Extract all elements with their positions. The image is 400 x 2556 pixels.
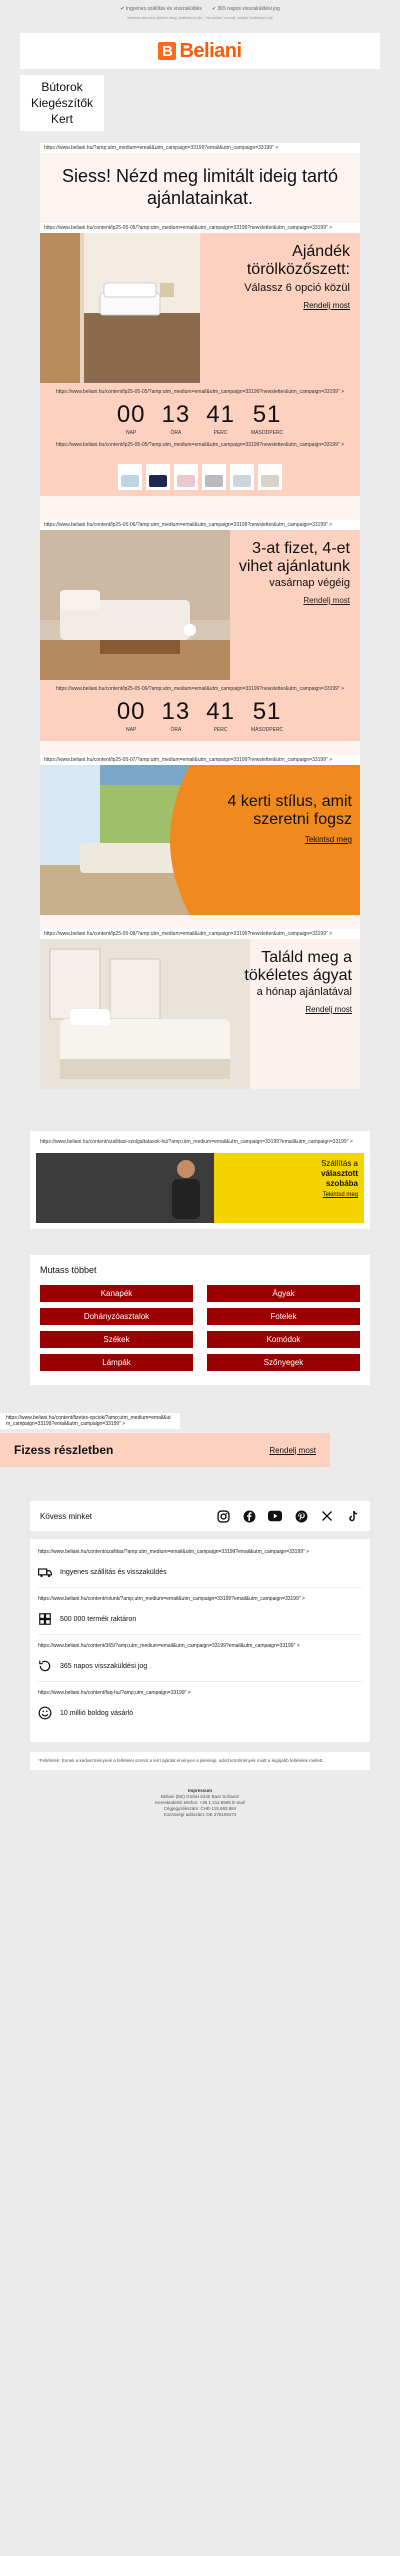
nav-item-butorok[interactable]: Bútorok (41, 80, 83, 94)
category-button-szekek[interactable]: Székek (40, 1331, 193, 1348)
pay-url[interactable]: https://www.beliani.hu/content/fizetes-opciok/?amp;utm_medium=email&utm_campaign=33199?email&utm_campaign=33199" > (0, 1413, 180, 1429)
promo1-sub: Válassz 6 opció közül (244, 282, 350, 294)
benefit-text: 365 napos visszaküldési jog (60, 1662, 148, 1670)
towel-swatch (205, 475, 223, 487)
benefit-item[interactable] (30, 1545, 370, 1592)
instagram-icon[interactable] (216, 1509, 230, 1523)
towel-thumb[interactable] (118, 464, 142, 490)
promo-towels[interactable] (40, 233, 360, 383)
benefit-url[interactable]: https://www.beliani.hu/content/365/?amp;utm_medium=email&utm_campaign=33199?email&utm_campaign=33199" > (38, 1643, 300, 1649)
installments-block (0, 1413, 400, 1467)
top-benefit-2: ✔ 365 napos visszaküldési jog (212, 6, 280, 12)
benefit-url[interactable]: https://www.beliani.hu/content/rolunk/?amp;utm_medium=email&utm_campaign=33199?email&utm_campaign=33199" > (38, 1596, 305, 1602)
towel-swatch (121, 475, 139, 487)
promo4-sub: a hónap ajánlatával (256, 986, 352, 998)
benefit-text: Ingyenes szállítás és visszaküldés (60, 1568, 167, 1576)
benefit-url[interactable]: https://www.beliani.hu/content/szallitas/?amp;utm_medium=email&utm_campaign=33199?email&utm_campaign=33199" > (38, 1549, 310, 1555)
installments-link[interactable]: Rendelj most (269, 1445, 316, 1455)
promo-garden-styles[interactable] (40, 765, 360, 915)
promo3-heading: 4 kerti stílus, amit szeretni fogsz (227, 793, 352, 828)
fine-print: *Feltételek: Ennek a kedvezménynek a feltételei szerint a leírt ajánlat érvényes a jelenlegi, adott körülmények miatt a legújabb feltételek mellett. (30, 1752, 370, 1770)
promo2-heading: 3-at fizet, 4-et vihet ajánlatunk (238, 540, 350, 575)
shipping-banner[interactable] (36, 1153, 364, 1223)
towel-swatch (177, 475, 195, 487)
benefits-list (30, 1539, 370, 1742)
logo-mark: B (158, 42, 176, 60)
shipping-line2: választott (321, 1169, 358, 1178)
countdown-seconds: 51 MÁSODPERC (250, 698, 284, 733)
main-card (40, 143, 360, 1089)
promo2-link[interactable]: Rendelj most (303, 596, 350, 605)
footer-line: Közösségi adószám: DE 276106472 (163, 1812, 237, 1817)
more-categories (30, 1255, 370, 1385)
category-button-kanapek[interactable]: Kanapék (40, 1285, 193, 1302)
category-button-agyak[interactable]: Ágyak (207, 1285, 360, 1302)
countdown-days: 00 NAP (116, 401, 146, 436)
shipping-line1: Szállítás a (321, 1159, 358, 1168)
benefit-item[interactable] (30, 1639, 370, 1686)
countdown-hours: 13 ÓRA (161, 401, 191, 436)
promo4-url[interactable]: https://www.beliani.hu/content/lp25-05-08/?amp;utm_medium=email&utm_campaign=33199?newsletter&utm_campaign=33199" > (40, 929, 360, 939)
towel-photo (40, 233, 200, 383)
footer-line: Beliani (DE) GmbH 6340 Baar Schweiz (160, 1794, 240, 1799)
installments-banner[interactable] (0, 1433, 330, 1467)
countdown-seconds: 51 MÁSODPERC (250, 401, 284, 436)
countdown-hours: 13 ÓRA (161, 698, 191, 733)
towel-thumb[interactable] (258, 464, 282, 490)
countdown-minutes: 41 PERC (206, 401, 235, 436)
towel-thumb[interactable] (202, 464, 226, 490)
promo1-url[interactable]: https://www.beliani.hu/content/lp25-05-05/?amp;utm_medium=email&utm_campaign=33199?newsletter&utm_campaign=33199" > (40, 223, 360, 233)
logo-text: Beliani (179, 39, 242, 62)
countdown2-url[interactable]: https://www.beliani.hu/content/lp25-05-06/?amp;utm_medium=email&utm_campaign=33199?newsletter&utm_campaign=33199" > (55, 686, 345, 692)
pinterest-icon[interactable] (294, 1509, 308, 1523)
smile-icon (38, 1706, 52, 1720)
top-bar (0, 0, 400, 25)
towel-thumb[interactable] (230, 464, 254, 490)
facebook-icon[interactable] (242, 1509, 256, 1523)
towel-swatch (261, 475, 279, 487)
impressum-title[interactable]: Impressum (187, 1788, 212, 1793)
preheader-text[interactable]: Webverziót nem jelenít meg, kattintson ide | Ha online verziót, kérjük kattintson ide (127, 15, 273, 20)
countdown-2 (40, 680, 360, 741)
nav-item-kiegeszitok[interactable]: Kiegészítők (30, 96, 94, 110)
benefit-url[interactable]: https://www.beliani.hu/content/faq-hu/?amp;utm_campaign=33199" > (38, 1690, 191, 1696)
benefit-text: 500 000 termék raktáron (60, 1615, 137, 1623)
tiktok-icon[interactable] (346, 1509, 360, 1523)
countdown-1 (40, 383, 360, 458)
follow-us (30, 1501, 370, 1531)
thumbs-url[interactable]: https://www.beliani.hu/content/lp25-05-05/?amp;utm_medium=email&utm_campaign=33199?newsletter&utm_campaign=33199" > (55, 442, 345, 448)
promo2-sub: vasárnap végéig (269, 577, 350, 589)
promo-bed[interactable] (40, 939, 360, 1089)
shipping-line3: szobába (325, 1179, 358, 1188)
follow-title: Kövess minket (40, 1511, 93, 1521)
nav-item-kert[interactable]: Kert (50, 112, 73, 126)
return-icon (38, 1659, 52, 1673)
towel-swatch (233, 475, 251, 487)
promo1-link[interactable]: Rendelj most (303, 301, 350, 310)
towel-thumb[interactable] (174, 464, 198, 490)
logo-row (20, 33, 380, 69)
promo4-link[interactable]: Rendelj most (305, 1005, 352, 1014)
shipping-link[interactable]: Tekintsd meg (322, 1192, 358, 1198)
promo2-url[interactable]: https://www.beliani.hu/content/lp25-05-06/?amp;utm_medium=email&utm_campaign=33199?newsletter&utm_campaign=33199" > (40, 520, 360, 530)
promo1-heading: Ajándék törölközőszett: (246, 243, 350, 278)
truck-icon (38, 1565, 52, 1579)
footer-line: Kereskedelmi telefon: +36 1 211-8596 E-mail (155, 1800, 245, 1805)
installments-title: Fizess részletben (14, 1443, 114, 1457)
warehouse-icon (38, 1612, 52, 1626)
top-benefit-1: ✔ Ingyenes szállítás és visszaküldés (120, 6, 202, 12)
towel-swatch (149, 475, 167, 487)
hero-url[interactable]: https://www.beliani.hu/?amp;utm_medium=email&utm_campaign=33199?email&utm_campaign=33199" > (40, 143, 360, 153)
youtube-icon[interactable] (268, 1509, 282, 1523)
benefit-item[interactable] (30, 1686, 370, 1732)
top-benefits (8, 6, 392, 12)
countdown-days: 00 NAP (116, 698, 146, 733)
category-button-komodok[interactable]: Komódok (207, 1331, 360, 1348)
shipping-url[interactable]: https://www.beliani.hu/content/szallitasi-szolgaltatasok-hu/?amp;utm_medium=email&utm_campaign=33199?email&utm_campaign=33199" > (36, 1137, 364, 1147)
benefit-text: 10 millió boldog vásárló (60, 1709, 134, 1717)
beliani-logo[interactable] (158, 40, 241, 63)
footer-line: Cégjegyzékszám: CHE-115.693.884 (163, 1806, 237, 1811)
category-button-dohanyzoasztalok[interactable]: Dohányzóasztalok (40, 1308, 193, 1325)
category-button-lampak[interactable]: Lámpák (40, 1354, 193, 1371)
main-nav (20, 75, 104, 131)
shipping-text (321, 1159, 358, 1200)
promo3-url[interactable]: https://www.beliani.hu/content/lp25-05-07/?amp;utm_medium=email&utm_campaign=33199?newsletter&utm_campaign=33199" > (40, 755, 360, 765)
shipping-block (30, 1131, 370, 1229)
towel-thumbnails (40, 458, 360, 496)
countdown-minutes: 41 PERC (206, 698, 235, 733)
delivery-person (156, 1153, 216, 1223)
benefit-item[interactable] (30, 1592, 370, 1639)
sofa-photo (40, 530, 230, 680)
x-icon[interactable] (320, 1509, 334, 1523)
hero-title: Siess! Nézd meg limitált ideig tartó ajánlatainkat. (61, 166, 339, 208)
more-title: Mutass többet (40, 1265, 97, 1275)
promo-sofa-deal[interactable] (40, 530, 360, 680)
countdown1-url[interactable]: https://www.beliani.hu/content/lp25-05-05/?amp;utm_medium=email&utm_campaign=33199?newsletter&utm_campaign=33199" > (55, 389, 345, 395)
category-button-fotelek[interactable]: Fotelek (207, 1308, 360, 1325)
promo4-heading: Találd meg a tökéletes ágyat (244, 949, 352, 984)
footer (30, 1780, 370, 1848)
category-button-szonyegek[interactable]: Szőnyegek (207, 1354, 360, 1371)
promo3-link[interactable]: Tekintsd meg (304, 835, 352, 844)
towel-thumb[interactable] (146, 464, 170, 490)
